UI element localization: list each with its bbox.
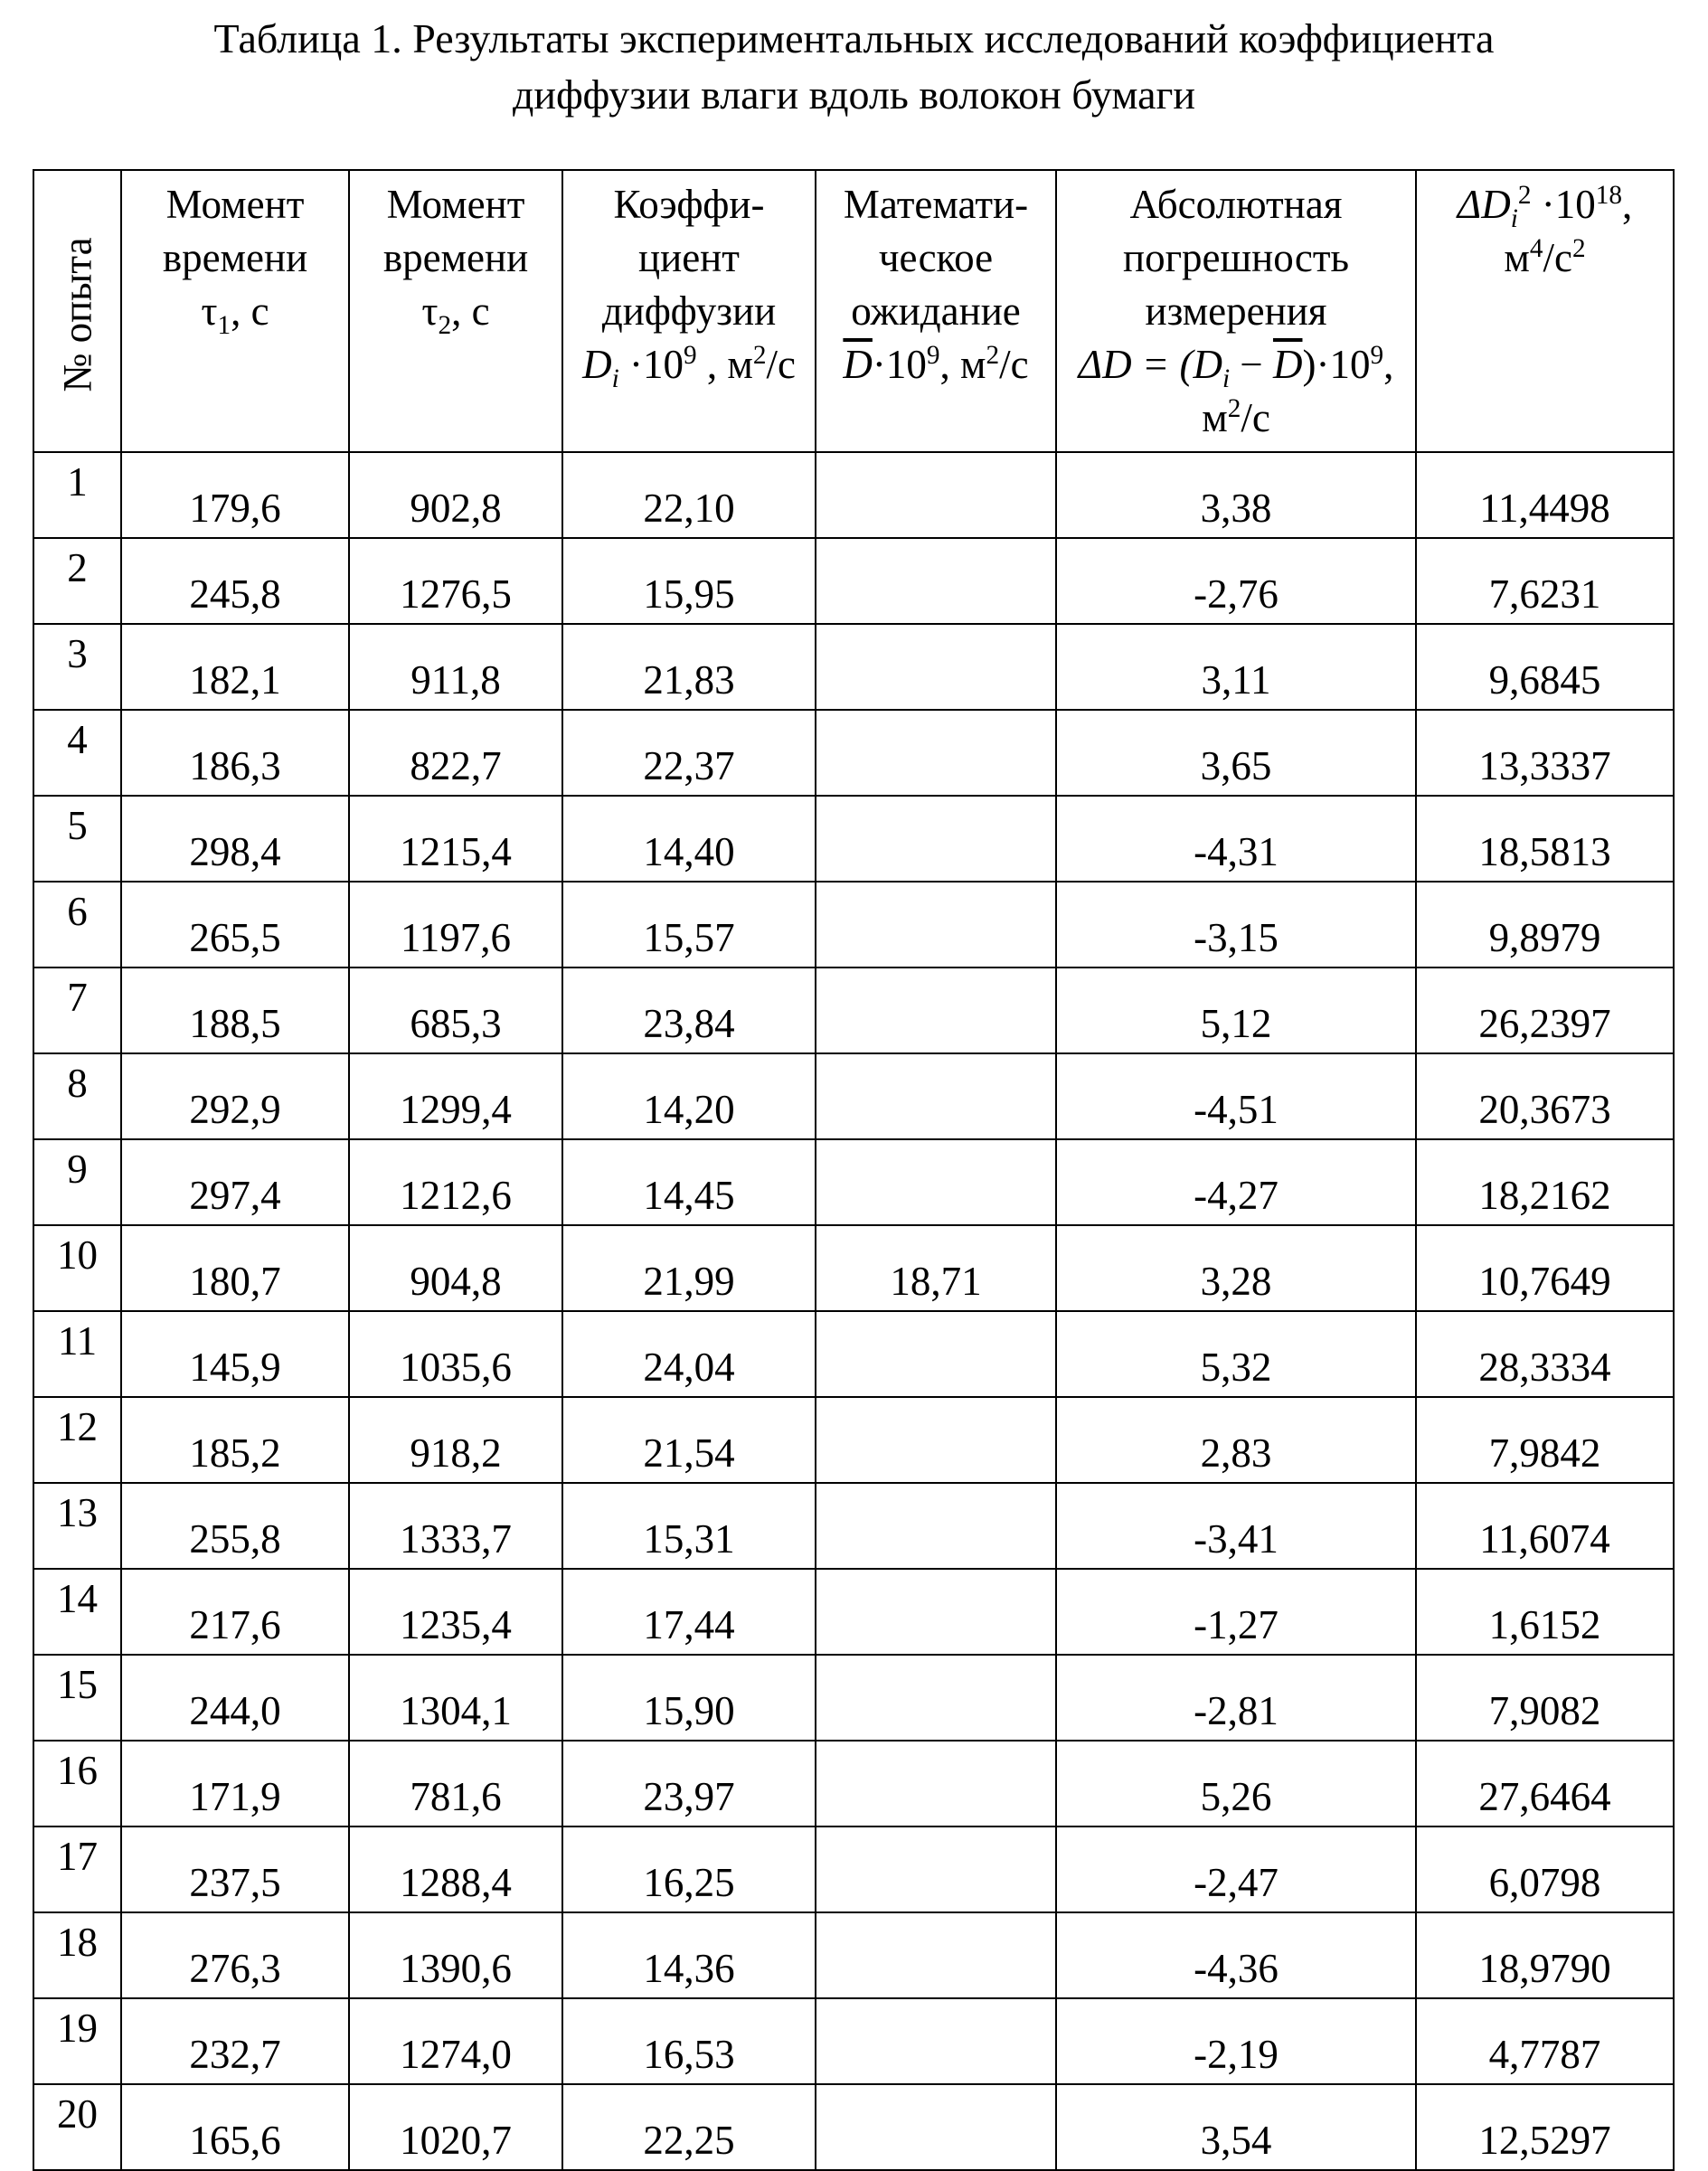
results-table: [33, 169, 1675, 2171]
cell-diffusion-coefficient: 17,44: [562, 1569, 816, 1655]
cell-squared-deviation: 20,3673: [1416, 1053, 1674, 1139]
cell-mean: [816, 1655, 1056, 1741]
table-row: [33, 968, 1674, 1053]
cell-experiment-no: 6: [33, 882, 121, 968]
cell-mean: [816, 1998, 1056, 2084]
cell-squared-deviation: 27,6464: [1416, 1741, 1674, 1826]
header-row: [33, 170, 1674, 452]
cell-time-1: 255,8: [121, 1483, 349, 1569]
cell-time-2: 1020,7: [349, 2084, 562, 2170]
table-row: [33, 1998, 1674, 2084]
cell-time-2: 1390,6: [349, 1912, 562, 1998]
cell-experiment-no: 14: [33, 1569, 121, 1655]
cell-experiment-no: 3: [33, 624, 121, 710]
table-row: [33, 1139, 1674, 1225]
cell-time-1: 292,9: [121, 1053, 349, 1139]
cell-time-1: 182,1: [121, 624, 349, 710]
cell-time-1: 185,2: [121, 1397, 349, 1483]
cell-experiment-no: 5: [33, 796, 121, 882]
table-row: [33, 1655, 1674, 1741]
cell-squared-deviation: 7,9082: [1416, 1655, 1674, 1741]
cell-time-2: 1197,6: [349, 882, 562, 968]
table-row: [33, 452, 1674, 538]
header-mean: Математи- ческое ожидание $\overline{D}\cdot 10^9$, $м^2/с$: [816, 170, 1056, 452]
cell-time-2: 1276,5: [349, 538, 562, 624]
table-row: [33, 1569, 1674, 1655]
cell-absolute-error: -4,31: [1056, 796, 1416, 882]
caption-line-2: диффузии влаги вдоль волокон бумаги: [512, 71, 1196, 118]
cell-absolute-error: 3,65: [1056, 710, 1416, 796]
cell-time-1: 145,9: [121, 1311, 349, 1397]
cell-mean: [816, 624, 1056, 710]
cell-mean: [816, 538, 1056, 624]
cell-experiment-no: 1: [33, 452, 121, 538]
cell-time-2: 1288,4: [349, 1826, 562, 1912]
cell-time-2: 918,2: [349, 1397, 562, 1483]
cell-absolute-error: 5,32: [1056, 1311, 1416, 1397]
cell-time-2: 1215,4: [349, 796, 562, 882]
cell-absolute-error: 3,54: [1056, 2084, 1416, 2170]
cell-experiment-no: 20: [33, 2084, 121, 2170]
cell-squared-deviation: 9,8979: [1416, 882, 1674, 968]
header-time-1: Момент времени $\tau_1$, с: [121, 170, 349, 452]
cell-absolute-error: 5,12: [1056, 968, 1416, 1053]
cell-squared-deviation: 18,5813: [1416, 796, 1674, 882]
cell-mean: [816, 1139, 1056, 1225]
table-row: [33, 882, 1674, 968]
header-diffusion-coefficient: Коэффи- циент диффузии $D_i \cdot 10^9$ , $м^2/с$: [562, 170, 816, 452]
cell-time-1: 245,8: [121, 538, 349, 624]
cell-mean: [816, 1569, 1056, 1655]
cell-absolute-error: -3,15: [1056, 882, 1416, 968]
cell-experiment-no: 7: [33, 968, 121, 1053]
cell-mean: [816, 2084, 1056, 2170]
table-row: [33, 624, 1674, 710]
cell-mean: [816, 1912, 1056, 1998]
header-time-2: Момент времени $\tau_2$, с: [349, 170, 562, 452]
cell-squared-deviation: 11,6074: [1416, 1483, 1674, 1569]
cell-diffusion-coefficient: 15,95: [562, 538, 816, 624]
cell-diffusion-coefficient: 23,97: [562, 1741, 816, 1826]
cell-diffusion-coefficient: 23,84: [562, 968, 816, 1053]
cell-absolute-error: -4,27: [1056, 1139, 1416, 1225]
table-row: [33, 1741, 1674, 1826]
cell-absolute-error: 3,28: [1056, 1225, 1416, 1311]
cell-time-1: 298,4: [121, 796, 349, 882]
cell-mean: [816, 1311, 1056, 1397]
cell-squared-deviation: 12,5297: [1416, 2084, 1674, 2170]
cell-squared-deviation: 18,9790: [1416, 1912, 1674, 1998]
cell-diffusion-coefficient: 16,53: [562, 1998, 816, 2084]
cell-absolute-error: -3,41: [1056, 1483, 1416, 1569]
cell-experiment-no: 17: [33, 1826, 121, 1912]
cell-diffusion-coefficient: 15,90: [562, 1655, 816, 1741]
cell-experiment-no: 18: [33, 1912, 121, 1998]
cell-mean: [816, 1053, 1056, 1139]
cell-mean: 18,71: [816, 1225, 1056, 1311]
table-row: [33, 1483, 1674, 1569]
cell-squared-deviation: 18,2162: [1416, 1139, 1674, 1225]
cell-time-1: 265,5: [121, 882, 349, 968]
table-row: [33, 538, 1674, 624]
header-absolute-error: Абсолютная погрешность измерения $\Delta D = (D_i - \overline{D})\cdot 10^9$, $м^2/с$: [1056, 170, 1416, 452]
cell-diffusion-coefficient: 22,10: [562, 452, 816, 538]
cell-mean: [816, 710, 1056, 796]
cell-time-1: 297,4: [121, 1139, 349, 1225]
table-row: [33, 710, 1674, 796]
cell-mean: [816, 1826, 1056, 1912]
cell-time-2: 1212,6: [349, 1139, 562, 1225]
cell-experiment-no: 12: [33, 1397, 121, 1483]
cell-diffusion-coefficient: 22,25: [562, 2084, 816, 2170]
cell-squared-deviation: 7,6231: [1416, 538, 1674, 624]
cell-squared-deviation: 10,7649: [1416, 1225, 1674, 1311]
cell-diffusion-coefficient: 21,54: [562, 1397, 816, 1483]
cell-experiment-no: 19: [33, 1998, 121, 2084]
cell-time-2: 1299,4: [349, 1053, 562, 1139]
table-row: [33, 2084, 1674, 2170]
cell-diffusion-coefficient: 14,36: [562, 1912, 816, 1998]
cell-diffusion-coefficient: 22,37: [562, 710, 816, 796]
cell-time-2: 1304,1: [349, 1655, 562, 1741]
cell-time-1: 165,6: [121, 2084, 349, 2170]
cell-diffusion-coefficient: 21,99: [562, 1225, 816, 1311]
cell-squared-deviation: 1,6152: [1416, 1569, 1674, 1655]
cell-time-1: 276,3: [121, 1912, 349, 1998]
cell-time-1: 217,6: [121, 1569, 349, 1655]
table-row: [33, 1826, 1674, 1912]
cell-squared-deviation: 26,2397: [1416, 968, 1674, 1053]
cell-time-2: 911,8: [349, 624, 562, 710]
cell-absolute-error: -1,27: [1056, 1569, 1416, 1655]
cell-time-1: 237,5: [121, 1826, 349, 1912]
cell-experiment-no: 10: [33, 1225, 121, 1311]
cell-experiment-no: 4: [33, 710, 121, 796]
cell-mean: [816, 1397, 1056, 1483]
cell-absolute-error: 3,11: [1056, 624, 1416, 710]
cell-time-2: 1274,0: [349, 1998, 562, 2084]
cell-time-2: 904,8: [349, 1225, 562, 1311]
table-row: [33, 1225, 1674, 1311]
cell-diffusion-coefficient: 15,57: [562, 882, 816, 968]
cell-absolute-error: -4,51: [1056, 1053, 1416, 1139]
cell-time-2: 822,7: [349, 710, 562, 796]
caption-line-1: Таблица 1. Результаты экспериментальных исследований коэффициента: [213, 15, 1495, 61]
cell-diffusion-coefficient: 24,04: [562, 1311, 816, 1397]
cell-diffusion-coefficient: 21,83: [562, 624, 816, 710]
cell-squared-deviation: 11,4498: [1416, 452, 1674, 538]
cell-time-1: 179,6: [121, 452, 349, 538]
cell-experiment-no: 15: [33, 1655, 121, 1741]
cell-diffusion-coefficient: 14,45: [562, 1139, 816, 1225]
cell-diffusion-coefficient: 14,20: [562, 1053, 816, 1139]
header-squared-deviation: $\Delta D_i^2 \cdot 10^{18}$, $м^4/с^2$: [1416, 170, 1674, 452]
cell-experiment-no: 11: [33, 1311, 121, 1397]
cell-mean: [816, 968, 1056, 1053]
cell-time-2: 781,6: [349, 1741, 562, 1826]
cell-squared-deviation: 28,3334: [1416, 1311, 1674, 1397]
header-experiment-no: № опыта: [33, 170, 121, 452]
table-caption: [0, 11, 1708, 123]
cell-time-2: 1035,6: [349, 1311, 562, 1397]
cell-mean: [816, 796, 1056, 882]
table-row: [33, 1311, 1674, 1397]
cell-time-1: 244,0: [121, 1655, 349, 1741]
cell-squared-deviation: 4,7787: [1416, 1998, 1674, 2084]
cell-time-2: 685,3: [349, 968, 562, 1053]
table-row: [33, 1397, 1674, 1483]
cell-time-2: 1333,7: [349, 1483, 562, 1569]
cell-time-1: 188,5: [121, 968, 349, 1053]
cell-absolute-error: -2,76: [1056, 538, 1416, 624]
cell-mean: [816, 452, 1056, 538]
cell-squared-deviation: 13,3337: [1416, 710, 1674, 796]
cell-time-1: 171,9: [121, 1741, 349, 1826]
cell-squared-deviation: 9,6845: [1416, 624, 1674, 710]
table-row: [33, 1912, 1674, 1998]
cell-absolute-error: -2,19: [1056, 1998, 1416, 2084]
cell-diffusion-coefficient: 16,25: [562, 1826, 816, 1912]
cell-diffusion-coefficient: 15,31: [562, 1483, 816, 1569]
cell-mean: [816, 1741, 1056, 1826]
cell-time-2: 1235,4: [349, 1569, 562, 1655]
cell-experiment-no: 8: [33, 1053, 121, 1139]
cell-mean: [816, 882, 1056, 968]
cell-absolute-error: 5,26: [1056, 1741, 1416, 1826]
cell-experiment-no: 13: [33, 1483, 121, 1569]
cell-absolute-error: 3,38: [1056, 452, 1416, 538]
cell-time-1: 180,7: [121, 1225, 349, 1311]
cell-mean: [816, 1483, 1056, 1569]
table-body: [33, 452, 1674, 2170]
table-row: [33, 796, 1674, 882]
cell-squared-deviation: 6,0798: [1416, 1826, 1674, 1912]
cell-absolute-error: -2,81: [1056, 1655, 1416, 1741]
cell-absolute-error: -4,36: [1056, 1912, 1416, 1998]
cell-experiment-no: 9: [33, 1139, 121, 1225]
cell-experiment-no: 16: [33, 1741, 121, 1826]
table-row: [33, 1053, 1674, 1139]
cell-experiment-no: 2: [33, 538, 121, 624]
cell-absolute-error: -2,47: [1056, 1826, 1416, 1912]
cell-time-2: 902,8: [349, 452, 562, 538]
cell-diffusion-coefficient: 14,40: [562, 796, 816, 882]
cell-time-1: 186,3: [121, 710, 349, 796]
cell-absolute-error: 2,83: [1056, 1397, 1416, 1483]
cell-squared-deviation: 7,9842: [1416, 1397, 1674, 1483]
cell-time-1: 232,7: [121, 1998, 349, 2084]
